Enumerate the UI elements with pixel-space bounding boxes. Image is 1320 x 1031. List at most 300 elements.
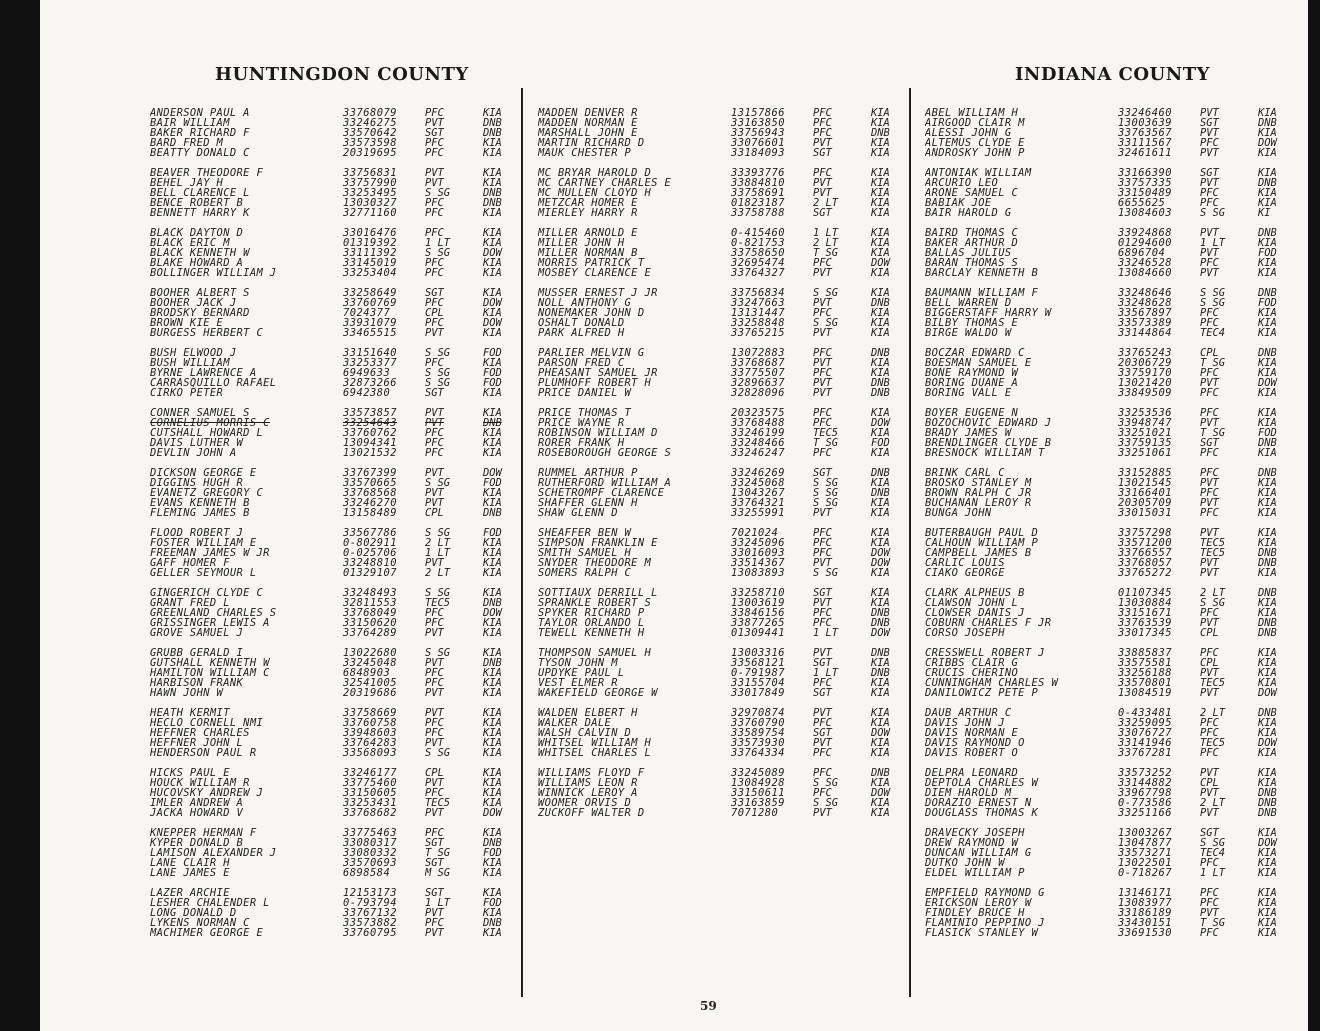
entry-serial-number: 33758669 — [343, 707, 398, 719]
entry-status: KIA — [871, 497, 890, 509]
roster-column-1 — [150, 108, 525, 948]
entry-status: DNB — [1258, 467, 1277, 479]
entry-status: KIA — [483, 357, 502, 369]
entry-status: KIA — [1258, 717, 1277, 729]
roster-entry — [538, 328, 913, 338]
entry-status: KIA — [483, 717, 502, 729]
entry-rank: PFC — [425, 108, 444, 118]
entry-status: KIA — [871, 147, 890, 159]
roster-entry — [150, 898, 525, 908]
entry-rank: S SG — [813, 798, 839, 808]
entry-rank: PFC — [425, 318, 444, 328]
roster-entry — [150, 128, 525, 138]
entry-rank: PVT — [425, 178, 444, 188]
entry-rank: PFC — [813, 538, 832, 548]
roster-entry — [925, 538, 1300, 548]
entry-rank: S SG — [1200, 288, 1226, 298]
entry-serial-number: 33877265 — [731, 617, 786, 629]
entry-name: BOYER EUGENE N — [925, 408, 1019, 418]
entry-name: JACKA HOWARD V — [150, 808, 244, 818]
entry-status: KIA — [871, 207, 890, 219]
entry-status: KIA — [871, 137, 890, 149]
roster-entry — [150, 408, 525, 418]
entry-serial-number: 33248493 — [343, 587, 398, 599]
entry-name: MAUK CHESTER P — [538, 148, 632, 158]
entry-status: DNB — [871, 467, 890, 479]
entry-rank: PVT — [425, 168, 444, 178]
entry-rank: SGT — [813, 208, 832, 218]
roster-entry — [925, 508, 1300, 518]
entry-rank: SGT — [1200, 168, 1219, 178]
entry-name: MUSSER ERNEST J JR — [538, 288, 658, 298]
entry-serial-number: 32771160 — [343, 207, 398, 219]
entry-rank: PVT — [813, 188, 832, 198]
entry-serial-number: 33150489 — [1118, 187, 1173, 199]
entry-serial-number: 13030327 — [343, 197, 398, 209]
roster-entry — [538, 168, 913, 178]
roster-entry — [925, 738, 1300, 748]
entry-rank: PFC — [1200, 748, 1219, 758]
entry-status: KIA — [483, 387, 502, 399]
entry-rank: PFC — [425, 138, 444, 148]
entry-status: KIA — [483, 777, 502, 789]
entry-status: DNB — [1258, 227, 1277, 239]
entry-name: PARK ALFRED H — [538, 328, 625, 338]
entry-name: CAMPBELL JAMES B — [925, 548, 1032, 558]
entry-rank: SGT — [813, 658, 832, 668]
entry-rank: S SG — [425, 748, 451, 758]
entry-rank: PFC — [813, 418, 832, 428]
entry-rank: PVT — [425, 468, 444, 478]
entry-name: EMPFIELD RAYMOND G — [925, 888, 1045, 898]
entry-rank: SGT — [813, 688, 832, 698]
entry-status: DNB — [483, 657, 502, 669]
entry-serial-number: 33246247 — [731, 447, 786, 459]
entry-serial-number: 33756831 — [343, 167, 398, 179]
entry-rank: 1 LT — [1200, 868, 1226, 878]
entry-status: KIA — [1258, 667, 1277, 679]
entry-rank: PVT — [1200, 688, 1219, 698]
entry-rank: S SG — [1200, 598, 1226, 608]
entry-status: KIA — [1258, 237, 1277, 249]
entry-rank: TEC5 — [1200, 548, 1226, 558]
roster-entry — [538, 478, 913, 488]
entry-serial-number: 33764334 — [731, 747, 786, 759]
entry-name: HEATH KERMIT — [150, 708, 230, 718]
entry-status: DNB — [1258, 177, 1277, 189]
entry-status: DNB — [483, 127, 502, 139]
entry-name: CIRKO PETER — [150, 388, 224, 398]
entry-serial-number: 33145019 — [343, 257, 398, 269]
entry-status: KIA — [1258, 887, 1277, 899]
entry-status: FOD — [1258, 297, 1277, 309]
entry-rank: PFC — [813, 108, 832, 118]
roster-entry — [925, 268, 1300, 278]
entry-name: HEFFNER JOHN L — [150, 738, 244, 748]
entry-rank: PFC — [425, 298, 444, 308]
entry-name: FOSTER WILLIAM E — [150, 538, 257, 548]
roster-entry — [150, 668, 525, 678]
entry-status: KIA — [871, 797, 890, 809]
entry-name: AIRGOOD CLAIR M — [925, 118, 1025, 128]
entry-status: DNB — [483, 117, 502, 129]
roster-group — [150, 108, 525, 158]
entry-serial-number: 33076601 — [731, 137, 786, 149]
entry-serial-number: 20323575 — [731, 407, 786, 419]
roster-entry — [925, 228, 1300, 238]
entry-rank: PFC — [425, 828, 444, 838]
entry-serial-number: 33152885 — [1118, 467, 1173, 479]
entry-name: DAVIS ROBERT O — [925, 748, 1019, 758]
entry-name: TAYLOR ORLANDO L — [538, 618, 645, 628]
roster-group — [538, 168, 913, 218]
entry-status: KIA — [483, 727, 502, 739]
roster-group — [150, 888, 525, 938]
entry-serial-number: 33150605 — [343, 787, 398, 799]
entry-name: SMITH SAMUEL H — [538, 548, 632, 558]
entry-status: KIA — [1258, 907, 1277, 919]
entry-name: METZCAR HOMER E — [538, 198, 638, 208]
entry-rank: S SG — [1200, 838, 1226, 848]
entry-name: BAIRD THOMAS C — [925, 228, 1019, 238]
entry-name: ANDERSON PAUL A — [150, 108, 250, 118]
entry-serial-number: 33015031 — [1118, 507, 1173, 519]
entry-name: PHEASANT SAMUEL JR — [538, 368, 658, 378]
roster-entry — [925, 528, 1300, 538]
entry-rank: PFC — [425, 358, 444, 368]
entry-serial-number: 6896704 — [1118, 247, 1166, 259]
entry-serial-number: 33245089 — [731, 767, 786, 779]
entry-rank: S SG — [813, 778, 839, 788]
roster-group — [925, 828, 1300, 878]
entry-status: KIA — [483, 787, 502, 799]
roster-entry — [538, 488, 913, 498]
entry-status: DNB — [871, 387, 890, 399]
entry-serial-number: 33570642 — [343, 127, 398, 139]
roster-entry — [925, 178, 1300, 188]
entry-serial-number: 13022501 — [1118, 857, 1173, 869]
entry-name: DAVIS NORMAN E — [925, 728, 1019, 738]
roster-entry — [150, 108, 525, 118]
roster-entry — [538, 448, 913, 458]
entry-serial-number: 33756834 — [731, 287, 786, 299]
entry-serial-number: 0-773586 — [1118, 797, 1173, 809]
entry-status: KIA — [871, 657, 890, 669]
roster-entry — [150, 848, 525, 858]
entry-name: BARCLAY KENNETH B — [925, 268, 1039, 278]
entry-status: DOW — [1258, 687, 1277, 699]
entry-rank: PFC — [1200, 198, 1219, 208]
entry-name: DAVIS JOHN J — [925, 718, 1005, 728]
roster-entry — [925, 138, 1300, 148]
roster-group — [538, 528, 913, 578]
entry-name: DREW RAYMOND W — [925, 838, 1019, 848]
entry-serial-number: 32695474 — [731, 257, 786, 269]
entry-rank: SGT — [425, 888, 444, 898]
entry-serial-number: 33767281 — [1118, 747, 1173, 759]
entry-serial-number: 33849509 — [1118, 387, 1173, 399]
entry-name: BOCZAR EDWARD C — [925, 348, 1025, 358]
heading-huntingdon-county: HUNTINGDON COUNTY — [215, 64, 469, 85]
entry-rank: PVT — [813, 358, 832, 368]
entry-name: MC MULLEN CLOYD H — [538, 188, 652, 198]
entry-name: MILLER ARNOLD E — [538, 228, 638, 238]
entry-rank: PVT — [425, 778, 444, 788]
entry-serial-number: 20319695 — [343, 147, 398, 159]
entry-serial-number: 33253431 — [343, 797, 398, 809]
entry-name: MILLER NORMAN B — [538, 248, 638, 258]
entry-serial-number: 33246528 — [1118, 257, 1173, 269]
entry-rank: PFC — [1200, 888, 1219, 898]
entry-rank: PFC — [813, 548, 832, 558]
entry-status: DNB — [483, 597, 502, 609]
entry-name: MC BRYAR HAROLD D — [538, 168, 652, 178]
entry-name: GRISSINGER LEWIS A — [150, 618, 270, 628]
roster-entry — [150, 438, 525, 448]
entry-serial-number: 13003316 — [731, 647, 786, 659]
entry-status: KIA — [871, 357, 890, 369]
entry-serial-number: 33255991 — [731, 507, 786, 519]
entry-rank: TEC5 — [1200, 678, 1226, 688]
entry-serial-number: 33846156 — [731, 607, 786, 619]
entry-rank: PVT — [1200, 248, 1219, 258]
roster-entry — [150, 428, 525, 438]
roster-entry — [925, 888, 1300, 898]
entry-status: DNB — [1258, 557, 1277, 569]
roster-entry — [925, 198, 1300, 208]
entry-rank: S SG — [813, 288, 839, 298]
entry-serial-number: 33691530 — [1118, 927, 1173, 939]
roster-entry — [925, 258, 1300, 268]
entry-status: KIA — [1258, 307, 1277, 319]
entry-name: DOUGLASS THOMAS K — [925, 808, 1039, 818]
roster-entry — [150, 388, 525, 398]
entry-serial-number: 33151671 — [1118, 607, 1173, 619]
entry-serial-number: 33767132 — [343, 907, 398, 919]
entry-serial-number: 01823187 — [731, 197, 786, 209]
roster-entry — [538, 208, 913, 218]
entry-status: FOD — [1258, 427, 1277, 439]
entry-status: DNB — [483, 507, 502, 519]
entry-name: MARTIN RICHARD D — [538, 138, 645, 148]
entry-rank: PFC — [813, 788, 832, 798]
entry-status: KIA — [1258, 607, 1277, 619]
entry-serial-number: 20306729 — [1118, 357, 1173, 369]
entry-status: KIA — [483, 677, 502, 689]
roster-entry — [150, 808, 525, 818]
entry-serial-number: 33184093 — [731, 147, 786, 159]
roster-entry — [538, 408, 913, 418]
roster-entry — [925, 418, 1300, 428]
roster-entry — [538, 728, 913, 738]
entry-rank: PVT — [813, 328, 832, 338]
entry-serial-number: 33759135 — [1118, 437, 1173, 449]
roster-entry — [925, 848, 1300, 858]
entry-status: KIA — [1258, 677, 1277, 689]
entry-rank: 1 LT — [425, 898, 451, 908]
entry-rank: M SG — [425, 868, 451, 878]
entry-rank: PVT — [1200, 788, 1219, 798]
entry-name: EVANETZ GREGORY C — [150, 488, 264, 498]
roster-entry — [150, 168, 525, 178]
entry-name: BORING VALL E — [925, 388, 1012, 398]
roster-entry — [150, 688, 525, 698]
entry-serial-number: 33253377 — [343, 357, 398, 369]
entry-rank: PFC — [813, 118, 832, 128]
entry-name: GROVE SAMUEL J — [150, 628, 244, 638]
roster-entry — [538, 778, 913, 788]
entry-name: GUTSHALL KENNETH W — [150, 658, 270, 668]
entry-name: BLACK DAYTON D — [150, 228, 244, 238]
roster-entry — [150, 738, 525, 748]
entry-name: HAWN JOHN W — [150, 688, 224, 698]
entry-name: THOMPSON SAMUEL H — [538, 648, 652, 658]
entry-status: KIA — [871, 687, 890, 699]
entry-status: KIA — [483, 927, 502, 939]
roster-entry — [925, 468, 1300, 478]
roster-entry — [538, 298, 913, 308]
entry-serial-number: 33151640 — [343, 347, 398, 359]
entry-status: KIA — [1258, 267, 1277, 279]
entry-status: KIA — [483, 257, 502, 269]
entry-name: CUNNINGHAM CHARLES W — [925, 678, 1059, 688]
roster-entry — [925, 598, 1300, 608]
entry-rank: PVT — [813, 178, 832, 188]
roster-group — [538, 108, 913, 158]
entry-rank: PVT — [1200, 108, 1219, 118]
entry-status: FOD — [1258, 247, 1277, 259]
roster-entry — [538, 468, 913, 478]
entry-rank: S SG — [425, 368, 451, 378]
entry-serial-number: 33763539 — [1118, 617, 1173, 629]
roster-entry — [538, 238, 913, 248]
entry-rank: CPL — [1200, 658, 1219, 668]
entry-rank: PVT — [425, 658, 444, 668]
roster-entry — [925, 898, 1300, 908]
roster-entry — [925, 748, 1300, 758]
entry-serial-number: 6898584 — [343, 867, 391, 879]
entry-status: DOW — [871, 417, 890, 429]
roster-entry — [150, 918, 525, 928]
entry-name: BOOHER JACK J — [150, 298, 237, 308]
entry-name: BAIR HAROLD G — [925, 208, 1012, 218]
entry-name: DEVLIN JOHN A — [150, 448, 237, 458]
entry-status: DOW — [1258, 137, 1277, 149]
entry-status: KIA — [483, 547, 502, 559]
roster-entry — [538, 438, 913, 448]
entry-serial-number: 33768079 — [343, 107, 398, 119]
entry-serial-number: 33163850 — [731, 117, 786, 129]
entry-status: KIA — [483, 537, 502, 549]
roster-group — [538, 648, 913, 698]
entry-serial-number: 33076727 — [1118, 727, 1173, 739]
entry-rank: S SG — [425, 188, 451, 198]
roster-group — [925, 168, 1300, 218]
roster-entry — [150, 588, 525, 598]
entry-status: DNB — [871, 487, 890, 499]
roster-entry — [538, 648, 913, 658]
entry-name: ABEL WILLIAM H — [925, 108, 1019, 118]
entry-rank: PFC — [1200, 308, 1219, 318]
entry-status: KIA — [1258, 727, 1277, 739]
entry-status: KIA — [1258, 927, 1277, 939]
entry-serial-number: 33016093 — [731, 547, 786, 559]
roster-entry — [150, 828, 525, 838]
entry-serial-number: 33166401 — [1118, 487, 1173, 499]
entry-status: KIA — [1258, 487, 1277, 499]
entry-name: SNYDER THEODORE M — [538, 558, 652, 568]
entry-status: DOW — [1258, 377, 1277, 389]
roster-entry — [925, 618, 1300, 628]
roster-entry — [150, 308, 525, 318]
entry-status: DNB — [871, 377, 890, 389]
entry-status: KIA — [1258, 767, 1277, 779]
entry-rank: PFC — [813, 448, 832, 458]
roster-entry — [925, 678, 1300, 688]
entry-serial-number: 0-415460 — [731, 227, 786, 239]
entry-name: SHAFFER GLENN H — [538, 498, 638, 508]
entry-name: COBURN CHARLES F JR — [925, 618, 1052, 628]
entry-serial-number: 13083893 — [731, 567, 786, 579]
entry-name: DIEM HAROLD M — [925, 788, 1012, 798]
roster-group — [925, 768, 1300, 818]
entry-rank: SGT — [425, 128, 444, 138]
entry-name: BILBY THOMAS E — [925, 318, 1019, 328]
entry-name: DAVIS LUTHER W — [150, 438, 244, 448]
entry-name: PRICE WAYNE R — [538, 418, 625, 428]
entry-serial-number: 33766557 — [1118, 547, 1173, 559]
entry-status: KIA — [871, 197, 890, 209]
roster-entry — [538, 598, 913, 608]
entry-serial-number: 32896637 — [731, 377, 786, 389]
entry-name: BYRNE LAWRENCE A — [150, 368, 257, 378]
entry-status: DOW — [871, 627, 890, 639]
entry-status: KIA — [483, 407, 502, 419]
entry-serial-number: 13021532 — [343, 447, 398, 459]
entry-serial-number: 33430151 — [1118, 917, 1173, 929]
entry-rank: PVT — [813, 808, 832, 818]
entry-rank: PFC — [1200, 508, 1219, 518]
entry-status: KIA — [483, 567, 502, 579]
entry-status: DOW — [871, 257, 890, 269]
entry-serial-number: 33768049 — [343, 607, 398, 619]
entry-name: BRINK CARL C — [925, 468, 1005, 478]
entry-rank: PVT — [425, 118, 444, 128]
roster-entry — [538, 348, 913, 358]
roster-entry — [150, 208, 525, 218]
entry-rank: SGT — [1200, 438, 1219, 448]
entry-rank: PVT — [813, 648, 832, 658]
entry-status: KIA — [1258, 477, 1277, 489]
entry-rank: S SG — [813, 478, 839, 488]
entry-rank: PVT — [425, 808, 444, 818]
roster-entry — [925, 628, 1300, 638]
entry-serial-number: 33256188 — [1118, 667, 1173, 679]
entry-status: DNB — [871, 767, 890, 779]
entry-status: KIA — [871, 407, 890, 419]
entry-name: DUTKO JOHN W — [925, 858, 1005, 868]
entry-status: DNB — [1258, 807, 1277, 819]
entry-serial-number: 12153173 — [343, 887, 398, 899]
entry-rank: PVT — [813, 138, 832, 148]
entry-serial-number: 13083977 — [1118, 897, 1173, 909]
roster-entry — [150, 148, 525, 158]
entry-rank: PFC — [425, 148, 444, 158]
entry-rank: CPL — [425, 308, 444, 318]
entry-name: BAIR WILLIAM — [150, 118, 230, 128]
entry-name: KNEPPER HERMAN F — [150, 828, 257, 838]
entry-name: BEATTY DONALD C — [150, 148, 250, 158]
